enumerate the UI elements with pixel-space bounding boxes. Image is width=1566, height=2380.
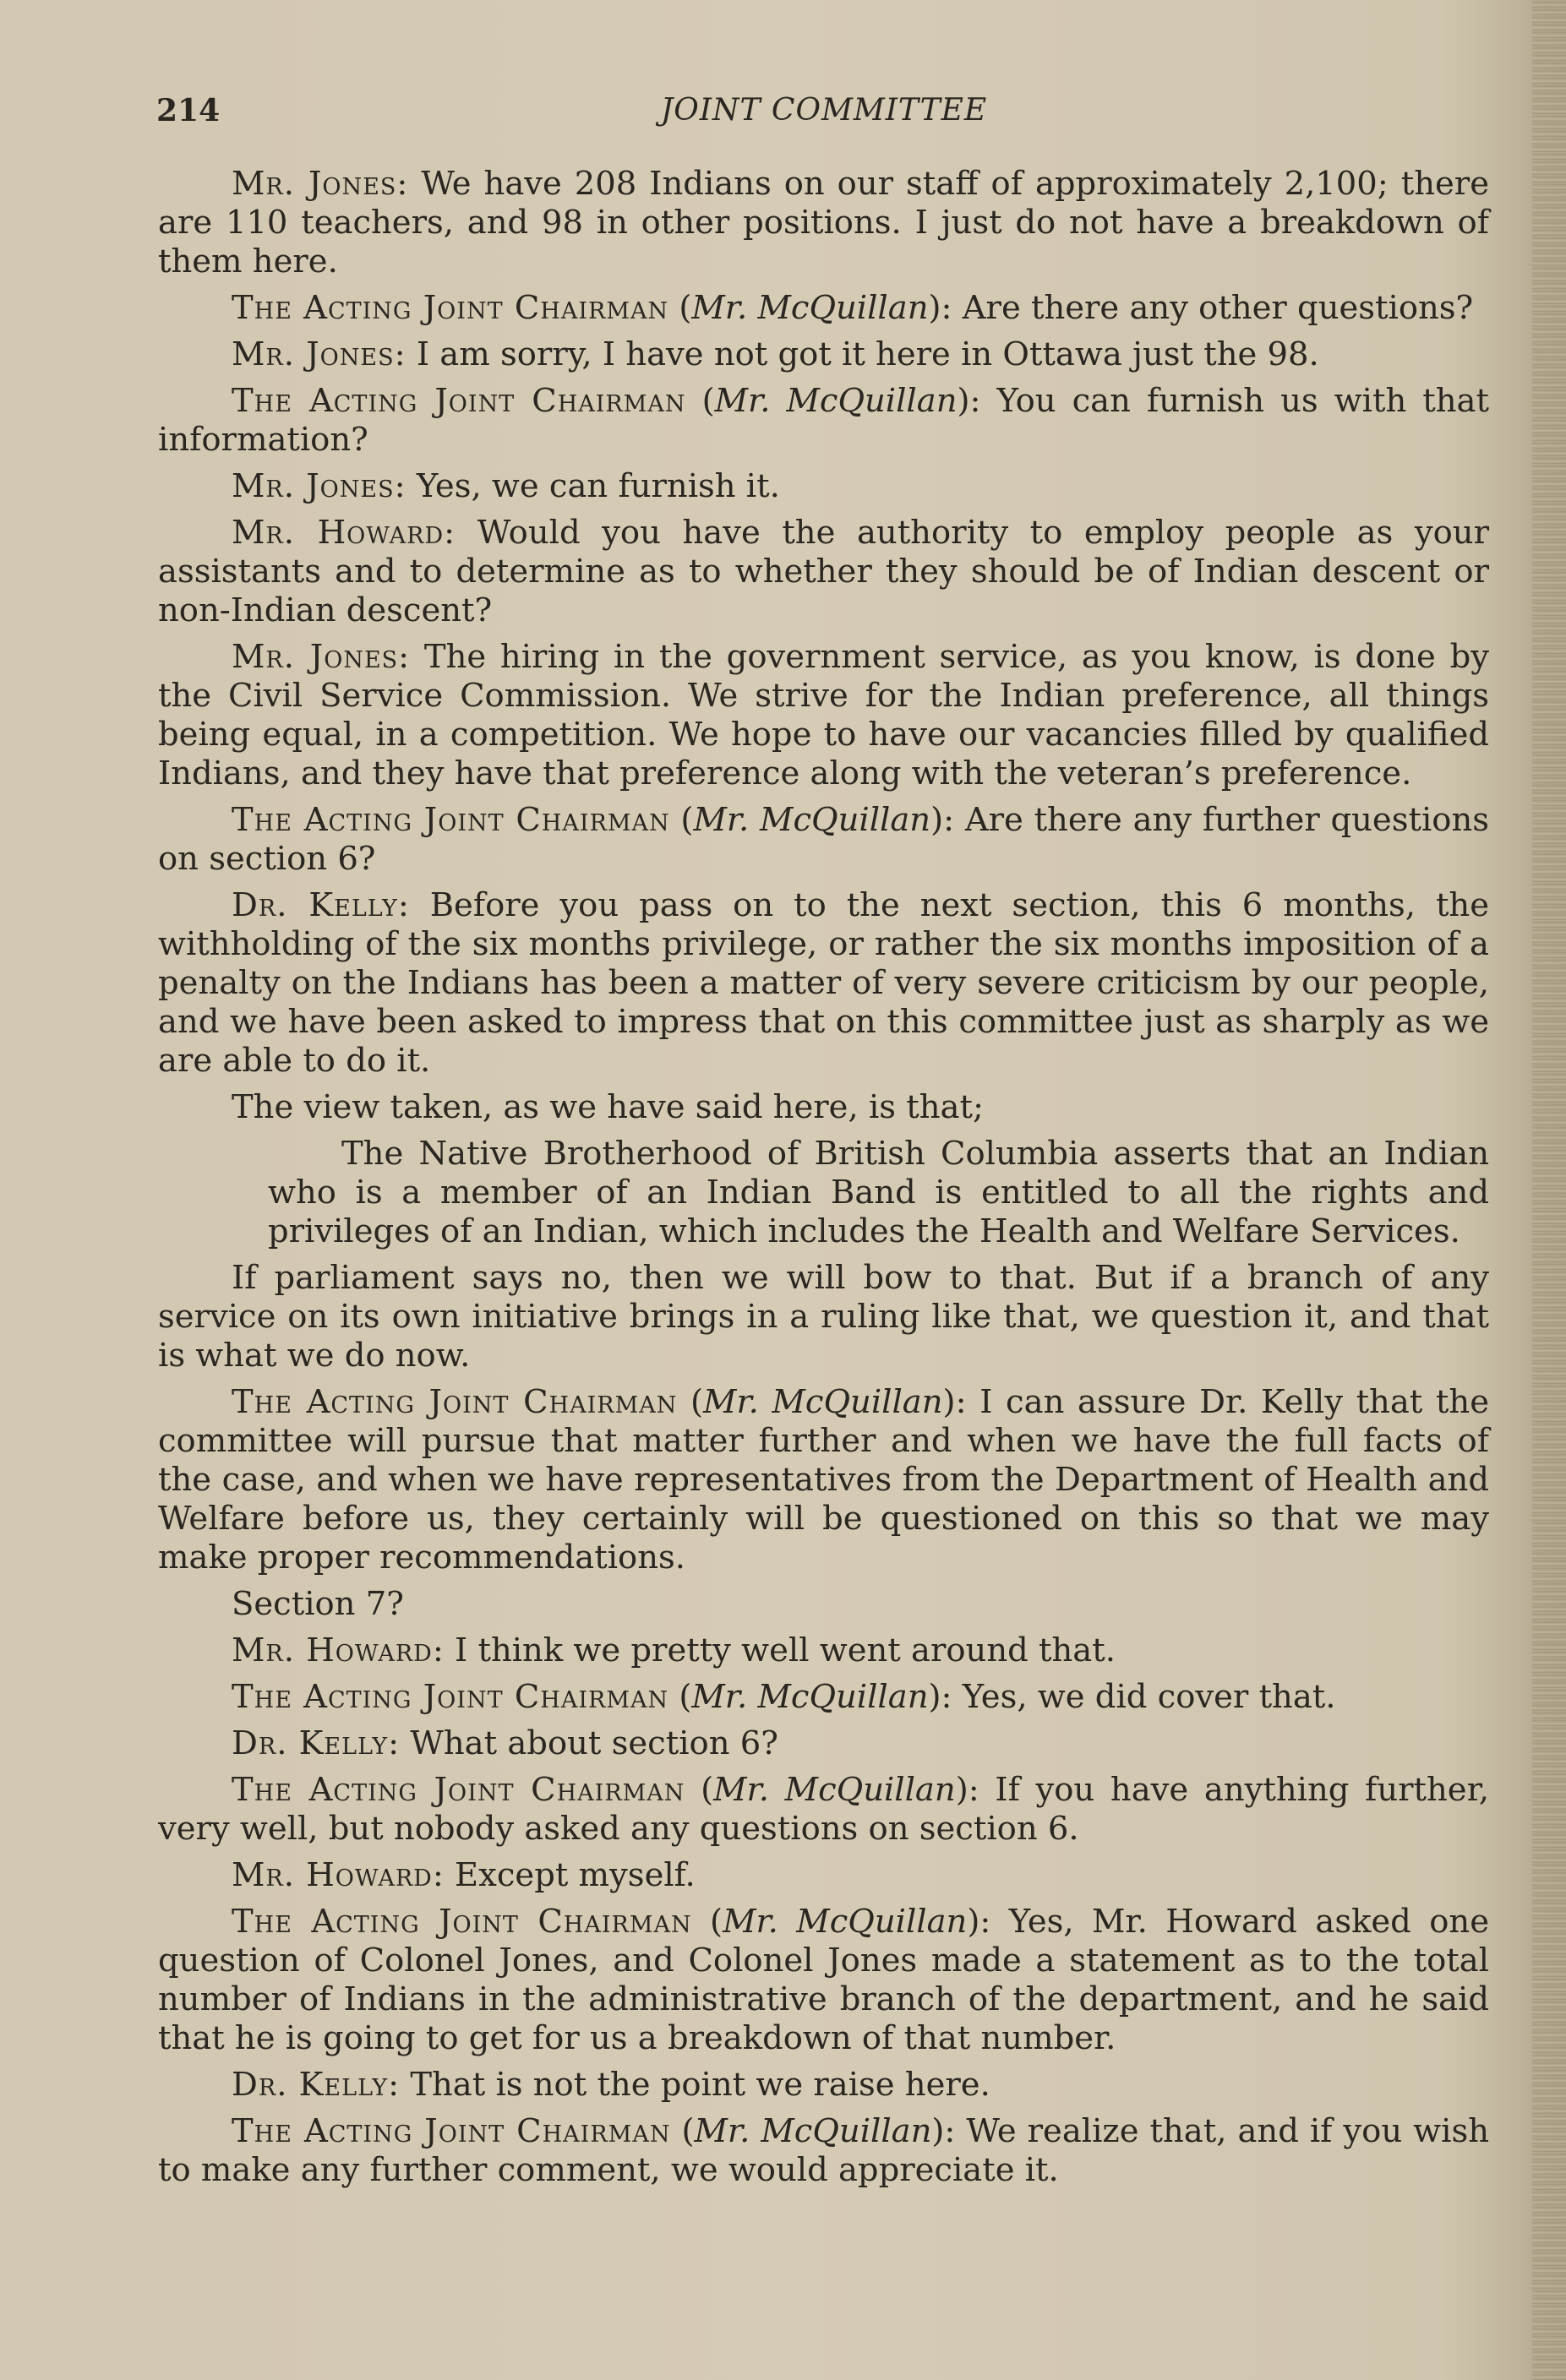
paragraph: The Acting Joint Chairman (Mr. McQuillan): You can furnish us with that information? [158, 382, 1489, 459]
speaker-name: Dr. Kelly: [232, 886, 410, 924]
speaker-identity: Mr. McQuillan [723, 1903, 968, 1941]
paragraph [158, 1724, 1489, 1763]
speaker-identity: Mr. McQuillan [693, 801, 931, 839]
speaker-name: Dr. Kelly: [232, 2066, 401, 2104]
paragraph [158, 638, 1489, 793]
page-header [156, 93, 1492, 135]
transcript-body [158, 165, 1489, 2198]
paragraph-text: What about section 6? [400, 1724, 778, 1762]
paragraph [158, 335, 1489, 374]
paragraph-text: Section 7? [232, 1585, 404, 1623]
speaker-name: The Acting Joint Chairman [232, 1903, 692, 1941]
paragraph-text: That is not the point we raise here. [400, 2066, 990, 2104]
paragraph [158, 1856, 1489, 1895]
paragraph-text: We have 208 Indians on our staff of approximately 2,100; there are 110 teachers, and 98 in other positions. I just do not have a breakdown of them here. [158, 165, 1489, 280]
paragraph: The Acting Joint Chairman (Mr. McQuillan): Are there any further questions on section 6? [158, 801, 1489, 878]
paragraph: The Acting Joint Chairman (Mr. McQuillan): I can assure Dr. Kelly that the committee will pursue that matter further and when we have the full facts of the case, and when we have representatives from the Department of Health and Welfare before us, they certainly will be questioned on this so that we may make proper recommendations. [158, 1383, 1489, 1577]
block-quote: The Native Brotherhood of British Columbia asserts that an Indian who is a member of an Indian Band is entitled to all the rights and privileges of an Indian, which includes the Health and Welfare Services. [268, 1135, 1489, 1250]
paragraph-text: Before you pass on to the next section, this 6 months, the withholding of the six months privilege, or rather the six months imposition of a penalty on the Indians has been a matter of very severe criticism by our people, and we have been asked to impress that on this committee just as sharply as we are able to do it. [158, 886, 1489, 1080]
speaker-name: The Acting Joint Chairman [232, 382, 686, 420]
paragraph-text: : You can furnish us with that information? [158, 382, 1489, 459]
speaker-name: The Acting Joint Chairman [232, 289, 669, 327]
transcript-part-1 [158, 165, 1489, 1127]
speaker-identity: Mr. McQuillan [691, 289, 929, 327]
speaker-identity: Mr. McQuillan [694, 2112, 932, 2150]
speaker-identity: Mr. McQuillan [713, 1771, 956, 1809]
speaker-name: The Acting Joint Chairman [232, 1771, 685, 1809]
paragraph-text: : Yes, Mr. Howard asked one question of Colonel Jones, and Colonel Jones made a statement as to the total number of Indians in the administrative branch of the department, and he said that he is going to get for us a breakdown of that number. [158, 1903, 1489, 2057]
paragraph [158, 1631, 1489, 1670]
paragraph-text: If parliament says no, then we will bow to that. But if a branch of any service on its own initiative brings in a ruling like that, we question it, and that is what we do now. [158, 1259, 1489, 1375]
speaker-name: The Acting Joint Chairman [232, 2112, 671, 2150]
speaker-name: The Acting Joint Chairman [232, 1678, 669, 1716]
paragraph-text: I am sorry, I have not got it here in Ottawa just the 98. [406, 335, 1319, 373]
paragraph-text: The hiring in the government service, as you know, is done by the Civil Service Commission. We strive for the Indian preference, all things being equal, in a competition. We hope to have our vacancies filled by qualified Indians, and they have that preference along with the veteran’s preference. [158, 638, 1489, 792]
paragraph [158, 886, 1489, 1081]
speaker-name: The Acting Joint Chairman [232, 801, 670, 839]
speaker-identity: Mr. McQuillan [691, 1678, 929, 1716]
page-edge [1532, 0, 1566, 2380]
speaker-name: Mr. Jones: [232, 638, 411, 676]
page-number: 214 [156, 93, 221, 128]
paragraph-text: : Yes, we did cover that. [941, 1678, 1336, 1716]
speaker-identity: Mr. McQuillan [703, 1383, 943, 1421]
paragraph-text: I think we pretty well went around that. [444, 1631, 1116, 1669]
paragraph [158, 467, 1489, 506]
paragraph: The Acting Joint Chairman (Mr. McQuillan): If you have anything further, very well, but nobody asked any questions on section 6. [158, 1771, 1489, 1848]
paragraph [158, 165, 1489, 281]
speaker-name: Mr. Jones: [232, 335, 407, 373]
speaker-name: Mr. Howard: [232, 1631, 445, 1669]
paragraph-text: : If you have anything further, very well, but nobody asked any questions on section 6. [158, 1771, 1489, 1848]
running-head: JOINT COMMITTEE [660, 93, 988, 128]
paragraph-text: : Are there any other questions? [941, 289, 1474, 327]
paragraph [158, 1259, 1489, 1375]
paragraph: The Acting Joint Chairman (Mr. McQuillan): Yes, we did cover that. [232, 1678, 1336, 1716]
paragraph-text: : I can assure Dr. Kelly that the committee will pursue that matter further and when we have the full facts of the case, and when we have representatives from the Department of Health and Welfare before us, they certainly will be questioned on this so that we may make proper recommendations. [158, 1383, 1489, 1577]
speaker-name: The Acting Joint Chairman [232, 1383, 678, 1421]
speaker-identity: Mr. McQuillan [714, 382, 958, 420]
paragraph [158, 1585, 1489, 1624]
paragraph [158, 514, 1489, 630]
speaker-name: Mr. Jones: [232, 467, 407, 505]
paragraph: The Acting Joint Chairman (Mr. McQuillan): Yes, Mr. Howard asked one question of Colonel Jones, and Colonel Jones made a statement as to the total number of Indians in the administrative branch of the department, and he said that he is going to get for us a breakdown of that number. [158, 1903, 1489, 2057]
paragraph [158, 1088, 1489, 1127]
paragraph [158, 2066, 1489, 2105]
transcript-part-2 [158, 1259, 1489, 2190]
paragraph-text: Except myself. [444, 1856, 696, 1894]
speaker-name: Dr. Kelly: [232, 1724, 401, 1762]
paragraph: The Acting Joint Chairman (Mr. McQuillan): Are there any other questions? [232, 289, 1474, 327]
paragraph: The Acting Joint Chairman (Mr. McQuillan): We realize that, and if you wish to make any further comment, we would appreciate it. [158, 2112, 1489, 2189]
speaker-name: Mr. Howard: [232, 1856, 445, 1894]
paragraph-text: Yes, we can furnish it. [406, 467, 780, 505]
paragraph-text: The view taken, as we have said here, is that; [232, 1088, 984, 1126]
speaker-name: Mr. Howard: [232, 514, 456, 552]
paragraph-text: : We realize that, and if you wish to make any further comment, we would appreciate it. [158, 2112, 1489, 2189]
paragraph-text: : Are there any further questions on section 6? [158, 801, 1489, 878]
paragraph-text: Would you have the authority to employ people as your assistants and to determine as to whether they should be of Indian descent or non-Indian descent? [158, 514, 1489, 629]
speaker-name: Mr. Jones: [232, 165, 409, 203]
